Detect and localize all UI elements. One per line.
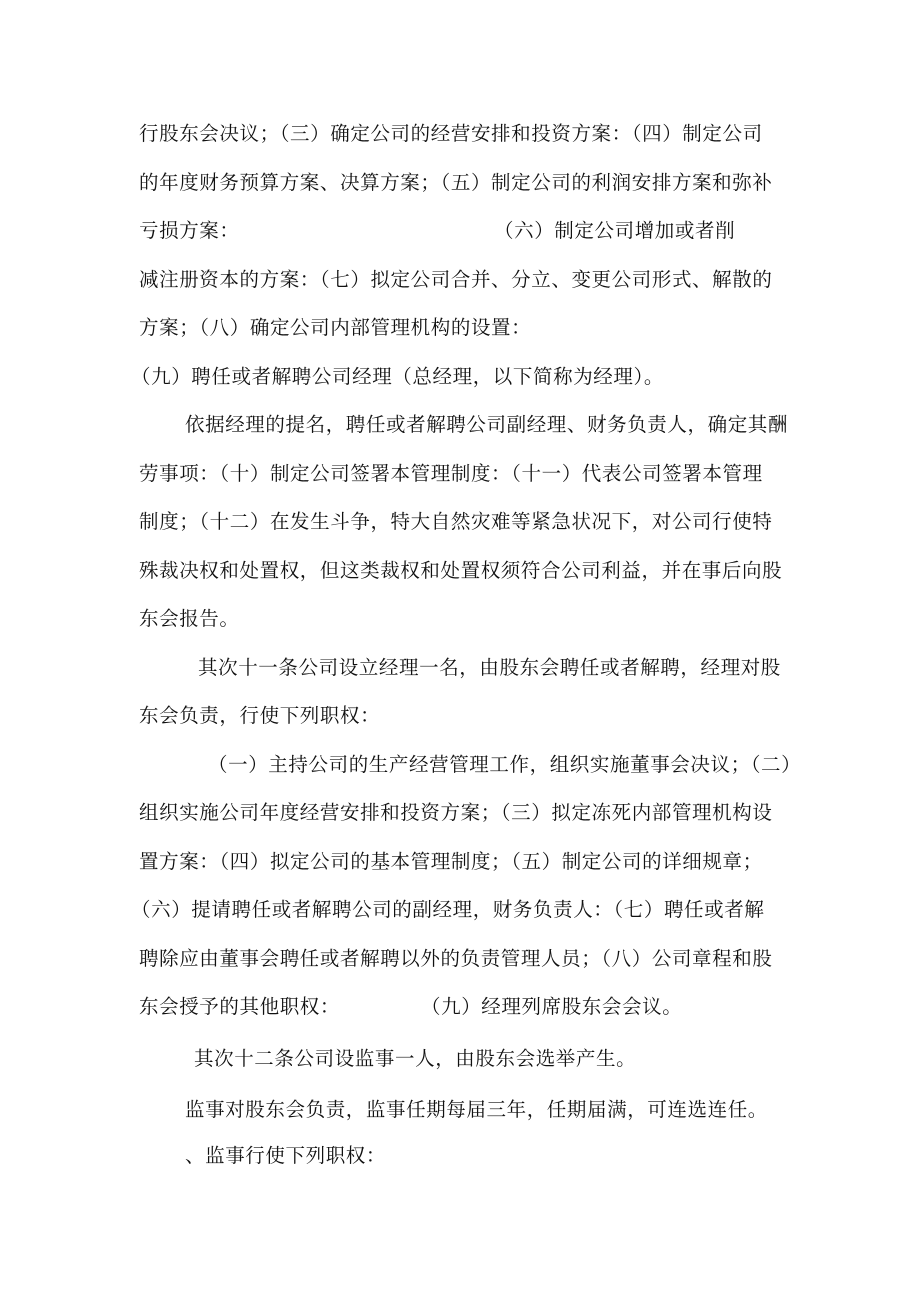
text-line: 减注册资本的方案：（七）拟定公司合并、分立、变更公司形式、解散的 (139, 268, 773, 291)
text-line: 聘除应由董事会聘任或者解聘以外的负责管理人员；（八）公司章程和股 (139, 947, 773, 970)
text-line: （九）聘任或者解聘公司经理（总经理，以下简称为经理）。 (131, 365, 664, 388)
text-line: 其次十一条公司设立经理一名，由股东会聘任或者解聘，经理对股 (198, 656, 781, 679)
text-line: 监事对股东会负责，监事任期每届三年，任期届满，可连选连任。 (185, 1098, 768, 1121)
text-line: 制度；（十二）在发生斗争，特大自然灾难等紧急状况下，对公司行使特 (139, 510, 773, 533)
text-line: 组织实施公司年度经营安排和投资方案；（三）拟定冻死内部管理机构设 (139, 801, 773, 824)
text-line: 依据经理的提名，聘任或者解聘公司副经理、财务负责人，确定其酬 (185, 413, 789, 436)
text-line: 的年度财务预算方案、决算方案；（五）制定公司的利润安排方案和弥补 (139, 171, 773, 194)
text-line: 置方案：（四）拟定公司的基本管理制度；（五）制定公司的详细规章； (139, 850, 763, 873)
text-line: 方案；（八）确定公司内部管理机构的设置： (139, 316, 532, 339)
text-line: 行股东会决议；（三）确定公司的经营安排和投资方案：（四）制定公司 (139, 122, 763, 145)
text-line: 东会报告。 (139, 607, 240, 630)
text-line: （一）主持公司的生产经营管理工作，组织实施董事会决议；（二） (208, 753, 802, 776)
text-line: 其次十二条公司设监事一人，由股东会选举产生。 (194, 1047, 637, 1070)
text-line: （六）制定公司增加或者削 (494, 219, 736, 242)
text-line: 、监事行使下列职权： (185, 1144, 387, 1167)
text-line: 东会负责，行使下列职权： (139, 704, 381, 727)
text-line: 亏损方案： (139, 219, 240, 242)
text-line: （九）经理列席股东会会议。 (421, 995, 683, 1018)
text-line: 殊裁决权和处置权，但这类裁权和处置权须符合公司利益，并在事后向股 (139, 559, 783, 582)
text-line: 东会授予的其他职权： (139, 995, 341, 1018)
text-line: （六）提请聘任或者解聘公司的副经理，财务负责人：（七）聘任或者解 (131, 898, 765, 921)
text-line: 劳事项：（十）制定公司签署本管理制度：（十一）代表公司签署本管理 (139, 462, 763, 485)
